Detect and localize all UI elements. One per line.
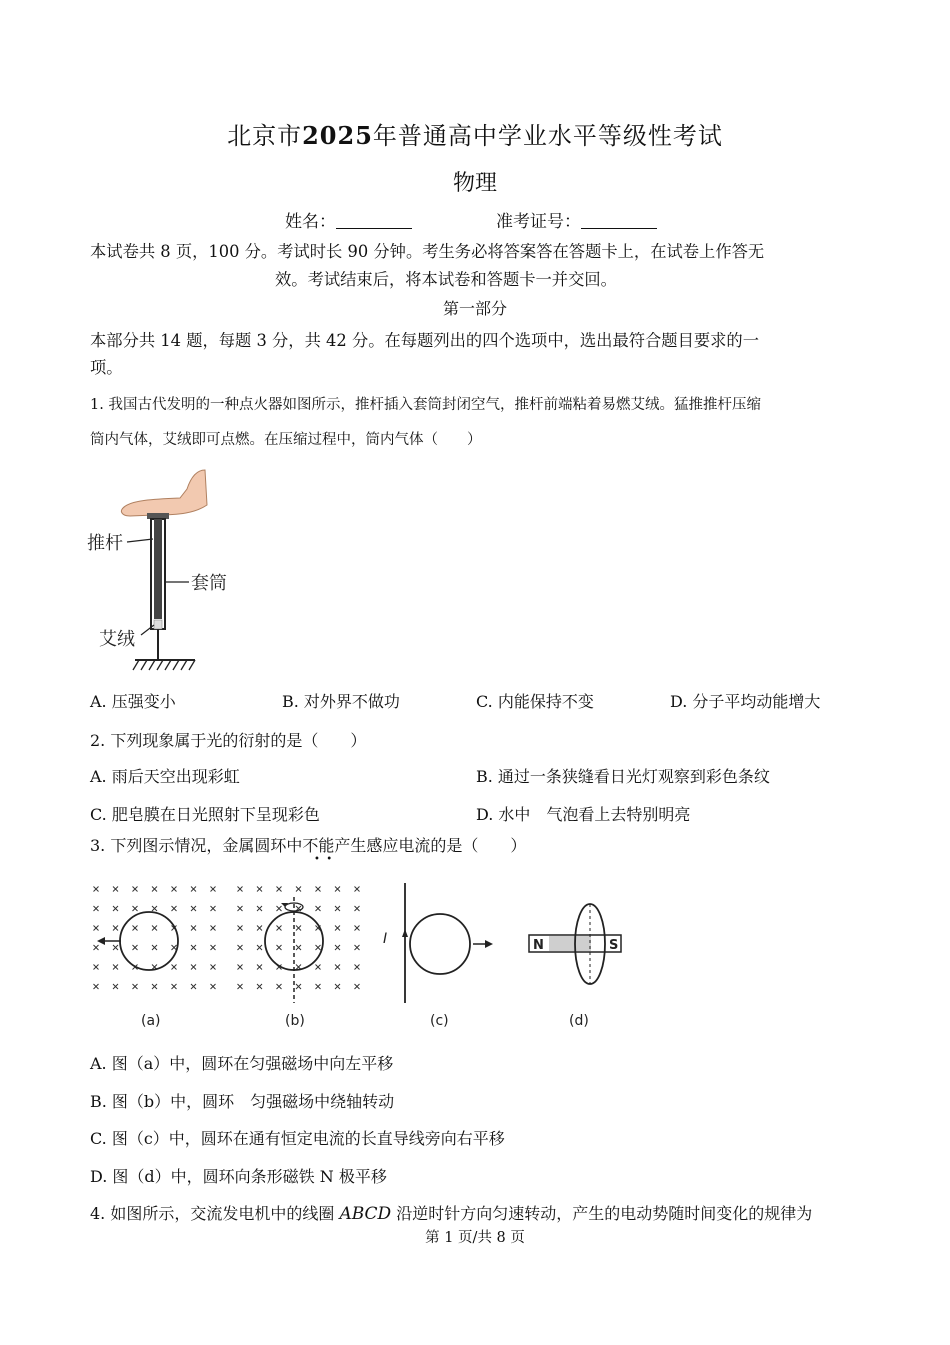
q3-option-c[interactable]: C. 图（c）中，圆环在通有恒定电流的长直导线旁向右平移 bbox=[90, 1129, 505, 1148]
name-field: 姓名： bbox=[285, 212, 412, 232]
q2-option-d[interactable]: D. 水中 气泡看上去特别明亮 bbox=[476, 805, 691, 824]
exam-subject: 物理 bbox=[452, 171, 497, 196]
q1-option-d[interactable]: D. 分子平均动能增大 bbox=[670, 692, 821, 711]
rod-shape bbox=[154, 519, 162, 619]
instructions-line1: 本试卷共 8 页，100 分。考试时长 90 分钟。考生务必将答案答在答题卡上，在试卷上作答无 bbox=[90, 242, 765, 261]
label-sleeve: 套筒 bbox=[191, 573, 227, 594]
q2-option-a[interactable]: A. 雨后天空出现彩虹 bbox=[90, 767, 240, 786]
hand-icon bbox=[121, 470, 207, 516]
q3-option-d[interactable]: D. 图（d）中，圆环向条形磁铁 N 极平移 bbox=[90, 1167, 387, 1186]
q2-stem: 2. 下列现象属于光的衍射的是（ ） bbox=[90, 731, 367, 750]
coil-label: ABCD bbox=[339, 1204, 392, 1224]
current-label: I bbox=[383, 931, 388, 947]
q3-option-a[interactable]: A. 图（a）中，圆环在匀强磁场中向左平移 bbox=[90, 1054, 394, 1073]
svg-text:(b): (b) bbox=[285, 1013, 305, 1029]
left-arrow-icon bbox=[97, 937, 105, 945]
part-heading: 第一部分 bbox=[442, 299, 507, 318]
svg-text:(d): (d) bbox=[569, 1013, 589, 1029]
id-blank bbox=[581, 212, 657, 229]
south-pole-label: S bbox=[609, 938, 619, 953]
part-desc-line1: 本部分共 14 题，每题 3 分，共 42 分。在每题列出的四个选项中，选出最符合题目要求的一 bbox=[90, 331, 759, 350]
q2-option-c[interactable]: C. 肥皂膜在日光照射下呈现彩色 bbox=[90, 805, 320, 824]
q3-figures bbox=[85, 875, 645, 1035]
instructions-line2: 效。考试结束后，将本试卷和答题卡一并交回。 bbox=[275, 270, 617, 289]
figure-b bbox=[238, 887, 360, 990]
right-arrow-icon bbox=[485, 940, 493, 948]
label-rod: 推杆 bbox=[87, 533, 123, 554]
id-field: 准考证号： bbox=[496, 212, 657, 232]
q1-stem-line1: 1. 我国古代发明的一种点火器如图所示，推杆插入套筒封闭空气，推杆前端粘着易燃艾绒。猛推推杆压缩 bbox=[90, 397, 761, 413]
exam-title: 北京市2025年普通高中学业水平等级性考试 bbox=[227, 121, 723, 150]
q1-option-c[interactable]: C. 内能保持不变 bbox=[476, 692, 594, 711]
q4-stem-line1: 4. 如图所示，交流发电机中的线圈 ABCD 沿逆时针方向匀速转动，产生的电动势随时间变化的规律为 bbox=[90, 1204, 813, 1224]
emphasis-dots: • • bbox=[314, 854, 333, 865]
moxa-shape bbox=[154, 620, 162, 629]
q1-igniter-figure bbox=[85, 465, 227, 675]
figure-a bbox=[94, 887, 216, 990]
svg-text:(a): (a) bbox=[141, 1013, 161, 1029]
q2-option-b[interactable]: B. 通过一条狭缝看日光灯观察到彩色条纹 bbox=[476, 767, 770, 786]
q3-stem: 3. 下列图示情况，金属圆环中不能产生感应电流的是（ ） bbox=[90, 836, 527, 855]
up-arrow-icon bbox=[402, 929, 408, 937]
label-moxa: 艾绒 bbox=[99, 629, 135, 650]
q1-option-b[interactable]: B. 对外界不做功 bbox=[282, 692, 400, 711]
q3-option-b[interactable]: B. 图（b）中，圆环 匀强磁场中绕轴转动 bbox=[90, 1092, 395, 1111]
q3-emphasis: 不能 bbox=[302, 836, 335, 855]
name-blank bbox=[336, 212, 412, 229]
part-desc-line2: 项。 bbox=[90, 358, 123, 377]
page-footer: 第 1 页/共 8 页 bbox=[425, 1230, 525, 1246]
svg-text:(c): (c) bbox=[430, 1013, 449, 1029]
q1-option-a[interactable]: A. 压强变小 bbox=[90, 692, 176, 711]
q1-stem-line2: 筒内气体，艾绒即可点燃。在压缩过程中，筒内气体（ ） bbox=[90, 432, 482, 448]
north-pole-label: N bbox=[533, 938, 544, 953]
